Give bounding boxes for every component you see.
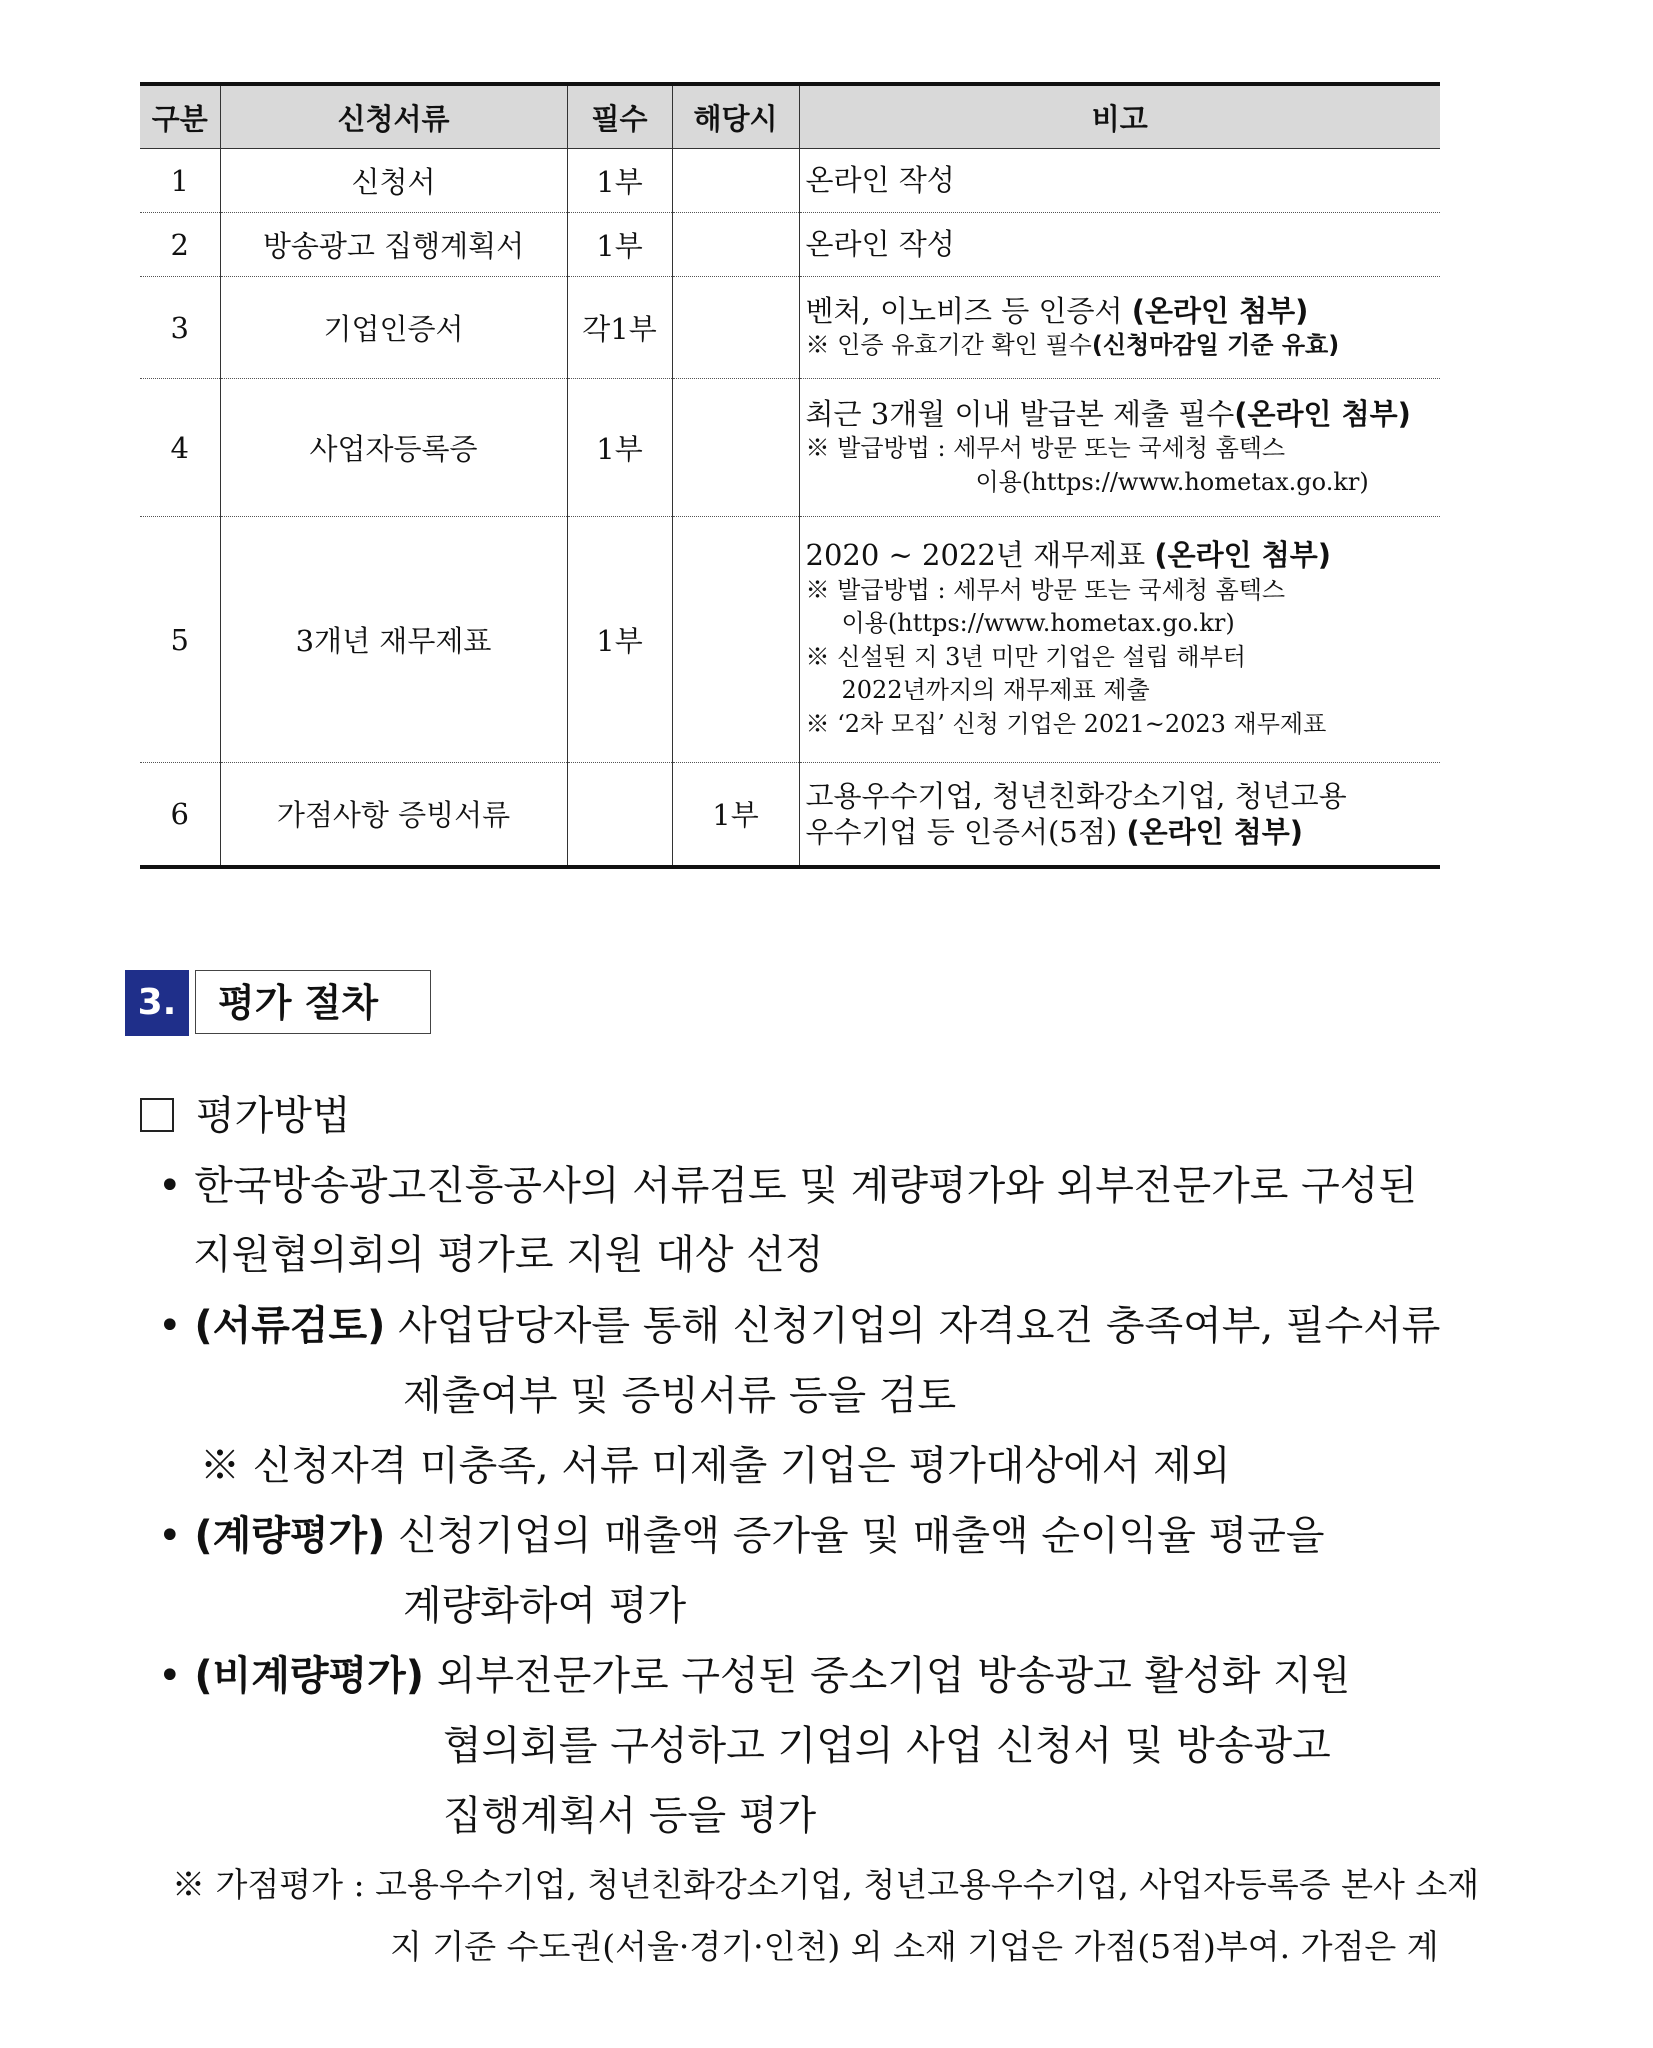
paragraph-line: 협의회를 구성하고 기업의 사업 신청서 및 방송광고 [443, 1723, 1331, 1769]
remark-text: 벤처, 이노비즈 등 인증서 [805, 293, 1132, 328]
remark-text: 온라인 작성 [805, 227, 955, 262]
remark-bold: (온라인 첨부) [1131, 293, 1309, 328]
remark-bold: (온라인 첨부) [1234, 396, 1411, 431]
paragraph-line: 지원협의회의 평가로 지원 대상 선정 [193, 1232, 824, 1278]
remark-bold: (온라인 첨부) [1126, 814, 1304, 849]
row-document: 방송광고 집행계획서 [220, 213, 567, 277]
bullet: • [158, 1303, 182, 1349]
header-remarks: 비고 [799, 84, 1440, 149]
header-required: 필수 [567, 84, 672, 149]
row-remarks [799, 763, 1440, 867]
row-document: 3개년 재무제표 [220, 517, 567, 763]
paragraph-text: 외부전문가로 구성된 중소기업 방송광고 활성화 지원 [424, 1653, 1351, 1699]
row-document: 신청서 [220, 149, 567, 213]
row-if-applicable [672, 277, 799, 379]
row-no: 2 [140, 213, 220, 277]
row-if-applicable: 1부 [672, 763, 799, 867]
bullet: • [158, 1513, 182, 1559]
row-remarks [799, 277, 1440, 379]
paragraph-line [158, 1653, 1351, 1699]
paragraph-text: 신청기업의 매출액 증가율 및 매출액 순이익율 평균을 [385, 1513, 1325, 1559]
row-if-applicable [672, 149, 799, 213]
footnote-line: 지 기준 수도권(서울·경기·인천) 외 소재 기업은 가점(5점)부여. 가점은 계 [390, 1927, 1439, 1966]
remark-note: ※ 발급방법 : 세무서 방문 또는 국세청 홈텍스 [805, 434, 1286, 463]
paragraph-line: 계량화하여 평가 [403, 1583, 687, 1629]
remark-note: 2022년까지의 재무제표 제출 [841, 676, 1150, 705]
paragraph-line: • 한국방송광고진흥공사의 서류검토 및 계량평가와 외부전문가로 구성된 [158, 1163, 1418, 1209]
remark-note: 이용(https://www.hometax.go.kr) [841, 609, 1235, 638]
header-if-applicable: 해당시 [672, 84, 799, 149]
footnote-line: ※ 가점평가 : 고용우수기업, 청년친화강소기업, 청년고용우수기업, 사업자등록증 본사 소재 [172, 1865, 1480, 1904]
row-required: 1부 [567, 213, 672, 277]
row-no: 3 [140, 277, 220, 379]
paragraph-line [158, 1303, 1441, 1349]
table-row [140, 517, 1440, 763]
row-remarks [799, 213, 1440, 277]
row-if-applicable [672, 379, 799, 517]
paragraph-line [158, 1513, 1325, 1559]
table-row [140, 213, 1440, 277]
remark-note-bold: (신청마감일 기준 유효) [1091, 330, 1340, 359]
paragraph-line: 제출여부 및 증빙서류 등을 검토 [403, 1373, 957, 1419]
row-document: 가점사항 증빙서류 [220, 763, 567, 867]
bullet: • [158, 1653, 182, 1699]
row-required: 1부 [567, 379, 672, 517]
remark-note: ※ 신설된 지 3년 미만 기업은 설립 해부터 [805, 642, 1246, 671]
table-row [140, 379, 1440, 517]
section-number: 3. [125, 970, 189, 1036]
table-row [140, 763, 1440, 867]
row-no: 4 [140, 379, 220, 517]
row-remarks [799, 379, 1440, 517]
table-header-row [140, 84, 1440, 149]
row-required [567, 763, 672, 867]
checkbox-icon [140, 1098, 174, 1132]
row-required: 1부 [567, 517, 672, 763]
row-required: 각1부 [567, 277, 672, 379]
paragraph-text: 사업담당자를 통해 신청기업의 자격요건 충족여부, 필수서류 [385, 1303, 1441, 1349]
remark-text: 고용우수기업, 청년친화강소기업, 청년고용 [805, 778, 1347, 813]
remark-text: 온라인 작성 [805, 163, 955, 198]
table-row [140, 277, 1440, 379]
remark-text: 2020 ~ 2022년 재무제표 [805, 538, 1155, 573]
row-no: 5 [140, 517, 220, 763]
row-document: 사업자등록증 [220, 379, 567, 517]
remark-bold: (온라인 첨부) [1154, 538, 1332, 573]
paragraph-line: 집행계획서 등을 평가 [443, 1793, 817, 1839]
subheading-text: 평가방법 [196, 1093, 351, 1139]
row-if-applicable [672, 517, 799, 763]
row-document: 기업인증서 [220, 277, 567, 379]
remark-note: ※ 인증 유효기간 확인 필수 [805, 330, 1092, 359]
paragraph-note: ※ 신청자격 미충족, 서류 미제출 기업은 평가대상에서 제외 [200, 1443, 1231, 1489]
remark-note: 이용(https://www.hometax.go.kr) [975, 467, 1369, 496]
header-no: 구분 [140, 84, 220, 149]
row-if-applicable [672, 213, 799, 277]
row-required: 1부 [567, 149, 672, 213]
remark-note: ※ 발급방법 : 세무서 방문 또는 국세청 홈텍스 [805, 575, 1286, 604]
table-row [140, 149, 1440, 213]
label-qualitative-evaluation: (비계량평가) [194, 1653, 425, 1699]
remark-note: ※ ‘2차 모집’ 신청 기업은 2021~2023 재무제표 [805, 710, 1327, 739]
label-document-review: (서류검토) [194, 1303, 386, 1349]
row-remarks [799, 149, 1440, 213]
required-documents-table [140, 82, 1440, 869]
remark-text: 우수기업 등 인증서(5점) [805, 814, 1127, 849]
row-remarks [799, 517, 1440, 763]
label-quantitative-evaluation: (계량평가) [194, 1513, 386, 1559]
row-no: 1 [140, 149, 220, 213]
row-no: 6 [140, 763, 220, 867]
section-title: 평가 절차 [195, 970, 431, 1034]
remark-text: 최근 3개월 이내 발급본 제출 필수 [805, 396, 1235, 431]
header-document: 신청서류 [220, 84, 567, 149]
subheading [140, 1093, 351, 1139]
